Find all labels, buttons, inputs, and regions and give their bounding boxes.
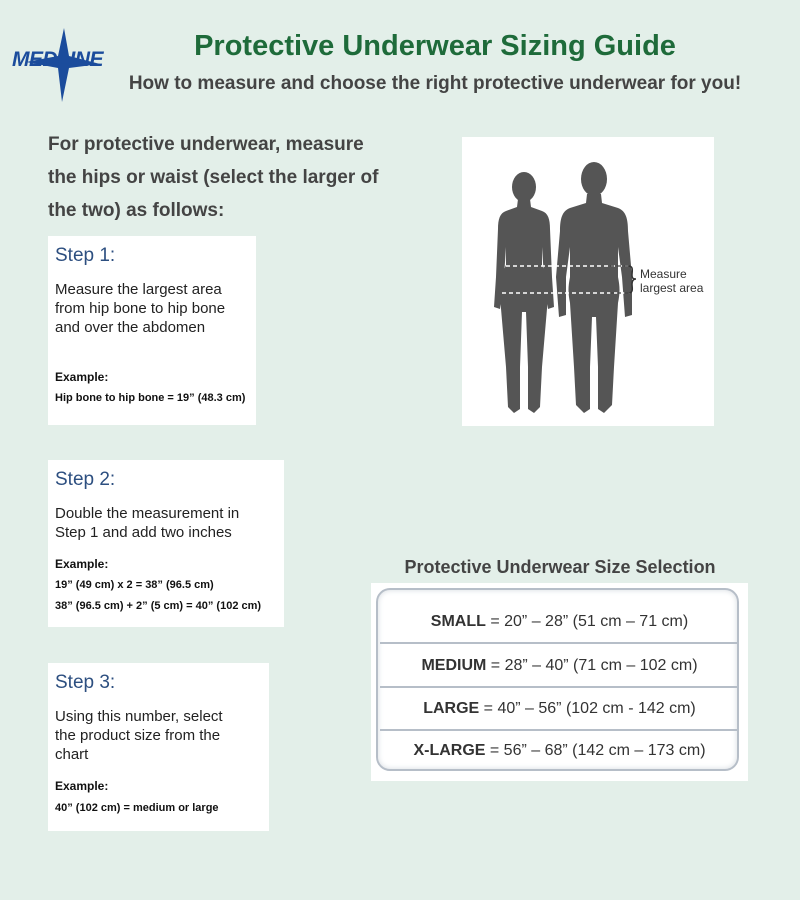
instruction-line: Double the measurement in <box>55 505 240 522</box>
size-table <box>376 588 739 771</box>
body-figure-panel <box>462 137 714 426</box>
step-instructions <box>55 504 239 542</box>
step-2-card <box>48 460 284 627</box>
logo-wordmark: MEDLINE <box>12 48 103 71</box>
step-title: Step 2: <box>55 469 116 490</box>
measure-label-line: Measure <box>640 267 687 281</box>
size-range: = 56” – 68” (142 cm – 173 cm) <box>489 742 706 759</box>
size-name: MEDIUM <box>421 657 487 674</box>
size-row-xlarge <box>380 729 739 772</box>
instruction-line: from hip bone to hip bone <box>55 300 226 317</box>
instruction-line: chart <box>55 746 89 763</box>
size-selection-heading: Protective Underwear Size Selection <box>404 557 716 577</box>
step-instructions <box>55 280 225 337</box>
instruction-line: Using this number, select <box>55 708 223 725</box>
size-range: = 40” – 56” (102 cm - 142 cm) <box>483 700 696 717</box>
instruction-line: the product size from the <box>55 727 221 744</box>
step-title: Step 3: <box>55 672 116 693</box>
step-title: Step 1: <box>55 245 116 266</box>
step-instructions <box>55 707 223 764</box>
male-silhouette <box>556 162 632 413</box>
size-selection-panel <box>371 583 748 781</box>
instruction-line: Step 1 and add two inches <box>55 524 232 541</box>
example-line: 19” (49 cm) x 2 = 38” (96.5 cm) <box>55 579 214 591</box>
intro-text: For protective underwear, measure the hips or waist (select the larger of the two) as follows: <box>48 134 379 221</box>
size-row-small <box>380 600 739 643</box>
page-subtitle: How to measure and choose the right protective underwear for you! <box>128 73 742 94</box>
example-line: 40” (102 cm) = medium or large <box>55 802 219 814</box>
size-row-large <box>380 687 739 730</box>
example-line: 38” (96.5 cm) + 2” (5 cm) = 40” (102 cm) <box>55 600 262 612</box>
instruction-line: and over the abdomen <box>55 319 206 336</box>
example-line: Hip bone to hip bone = 19” (48.3 cm) <box>55 392 246 404</box>
instruction-line: Measure the largest area <box>55 281 222 298</box>
example-label: Example: <box>55 779 109 793</box>
medline-logo <box>12 26 112 106</box>
size-name: LARGE <box>423 700 480 717</box>
step-3-card <box>48 663 269 831</box>
example-label: Example: <box>55 370 109 384</box>
size-name: X-LARGE <box>413 742 486 759</box>
size-name: SMALL <box>430 613 486 630</box>
page-title: Protective Underwear Sizing Guide <box>194 30 676 62</box>
measure-label <box>640 267 703 295</box>
size-range: = 28” – 40” (71 cm – 102 cm) <box>490 657 698 674</box>
size-row-medium <box>380 644 739 687</box>
measure-label-line: largest area <box>640 281 704 295</box>
example-label: Example: <box>55 557 109 571</box>
size-range: = 20” – 28” (51 cm – 71 cm) <box>490 613 689 630</box>
step-1-card <box>48 236 256 425</box>
